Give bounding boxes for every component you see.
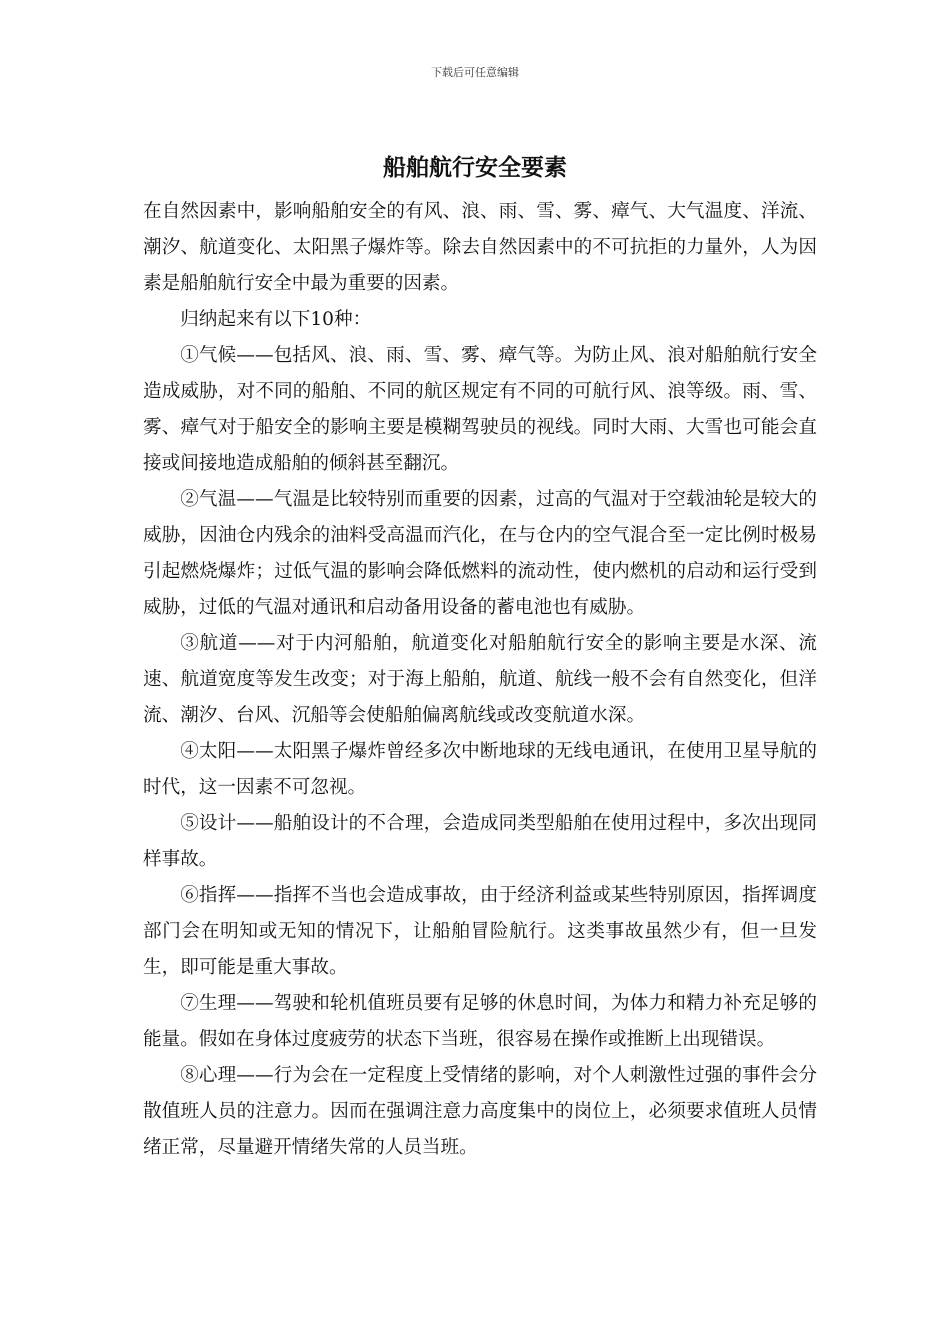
document-title: 船舶航行安全要素 bbox=[383, 154, 567, 181]
summary-paragraph: 归纳起来有以下10种： bbox=[180, 309, 372, 330]
factor-paragraph-climate: ①气候——包括风、浪、雨、雪、雾、瘴气等。为防止风、浪对船舶航行安全造成威胁，对不同的船舶、不同的航区规定有不同的可航行风、浪等级。雨、雪、雾、瘴气对于船安全的影响主要是模糊驾驶员的视线。同时大雨、大雪也可能会直接或间接地造成船舶的倾斜甚至翻沉。 bbox=[143, 345, 817, 474]
factor-paragraph-sun: ④太阳——太阳黑子爆炸曾经多次中断地球的无线电通讯，在使用卫星导航的时代，这一因素不可忽视。 bbox=[143, 741, 817, 798]
factor-paragraph-temperature: ②气温——气温是比较特别而重要的因素，过高的气温对于空载油轮是较大的威胁，因油仓内残余的油料受高温而汽化，在与仓内的空气混合至一定比例时极易引起燃烧爆炸；过低气温的影响会降低燃料的流动性，使内燃机的启动和运行受到威胁，过低的气温对通讯和启动备用设备的蓄电池也有威胁。 bbox=[143, 489, 817, 618]
factor-paragraph-channel: ③航道——对于内河船舶，航道变化对船舶航行安全的影响主要是水深、流速、航道宽度等发生改变；对于海上船舶，航道、航线一般不会有自然变化，但洋流、潮汐、台风、沉船等会使船舶偏离航线或改变航道水深。 bbox=[143, 633, 817, 726]
factor-paragraph-physiology: ⑦生理——驾驶和轮机值班员要有足够的休息时间，为体力和精力补充足够的能量。假如在身体过度疲劳的状态下当班，很容易在操作或推断上出现错误。 bbox=[143, 993, 817, 1050]
factor-paragraph-psychology: ⑧心理——行为会在一定程度上受情绪的影响，对个人刺激性过强的事件会分散值班人员的注意力。因而在强调注意力高度集中的岗位上，必须要求值班人员情绪正常，尽量避开情绪失常的人员当班。 bbox=[143, 1065, 817, 1158]
document-body bbox=[143, 194, 817, 1166]
factor-paragraph-command: ⑥指挥——指挥不当也会造成事故，由于经济利益或某些特别原因，指挥调度部门会在明知或无知的情况下，让船舶冒险航行。这类事故虽然少有，但一旦发生，即可能是重大事故。 bbox=[143, 885, 817, 978]
factor-paragraph-design: ⑤设计——船舶设计的不合理，会造成同类型船舶在使用过程中，多次出现同样事故。 bbox=[143, 813, 817, 870]
page-header-note: 下载后可任意编辑 bbox=[431, 66, 519, 79]
intro-paragraph: 在自然因素中，影响船舶安全的有风、浪、雨、雪、雾、瘴气、大气温度、洋流、潮汐、航道变化、太阳黑子爆炸等。除去自然因素中的不可抗拒的力量外，人为因素是船舶航行安全中最为重要的因素。 bbox=[143, 201, 817, 294]
